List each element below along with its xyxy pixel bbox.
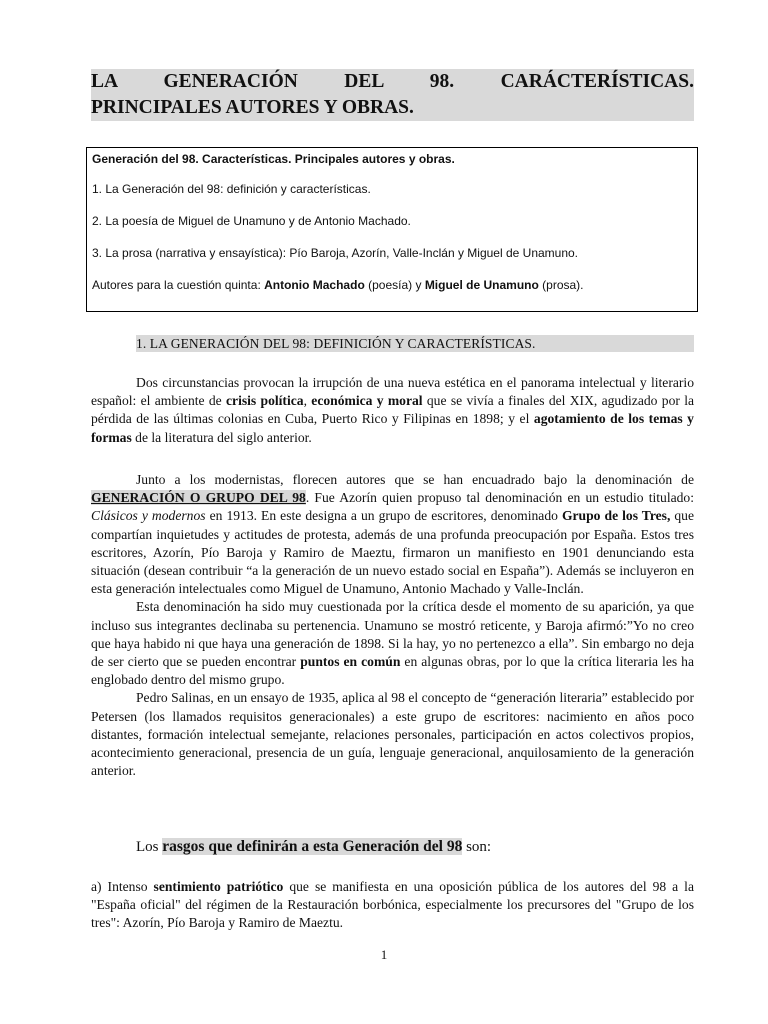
p1-text-e: de la literatura del siglo anterior. xyxy=(131,429,312,445)
title-line-2: PRINCIPALES AUTORES Y OBRAS. xyxy=(91,97,414,118)
item-a-bold: sentimiento patriótico xyxy=(153,879,284,894)
p2-text-e: que compartían inquietudes y actitudes de protesta, además de una profunda preocupación por España. Estos tres escritores, Azorín, Pío Baroja y Ramiro de Maeztu, firmaron un manifiesto en 1901 denunciando esta situación (desean contribuir “a la generación de un nuevo estado social en España”). Además se incluyeron en esta generación intelectuales como Miguel de Unamuno, Antonio Machado y Valle-Inclán. xyxy=(91,508,695,597)
p2-text-c: . Fue Azorín quien propuso tal denominación en un estudio titulado: xyxy=(305,490,694,506)
paragraphs-2-4 xyxy=(91,471,694,780)
rasgos-prefix: Los xyxy=(136,839,163,855)
p2-italic-clasicos: Clásicos y modernos xyxy=(91,508,206,524)
p1-text-c: , xyxy=(303,393,312,409)
p3-text-a: Esta denominación ha sido muy cuestionada por la crítica desde el momento de su aparición, ya que incluso sus integrantes declinaba su pertenencia. Unamuno se mostró reticente, y Baroja afirmó:”Yo no creo que haya habido ni que haya una generación de 1898. Si la hay, yo no pertenezco a ella”. Sin embargo no deja de ser cierto que se pueden encontrar xyxy=(91,599,694,670)
author-machado: Antonio Machado xyxy=(264,278,365,292)
p3-text-c: en algunas obras, por lo que la crítica literaria les ha englobado dentro del mismo grupo. xyxy=(91,654,694,688)
p1-text-a: Dos circunstancias provocan la irrupción de una nueva estética en el panorama intelectual y literario español: el ambiente de xyxy=(91,375,694,409)
p1-bold-crisis: crisis política xyxy=(226,393,304,409)
p1-bold-agotamiento: agotamiento de los temas y formas xyxy=(91,411,694,445)
rasgos-heading xyxy=(136,837,491,857)
item-a-text-a: a) Intenso xyxy=(91,879,154,894)
paragraph-3 xyxy=(91,598,694,689)
summary-box xyxy=(86,147,698,312)
p2-bold-generacion: GENERACIÓN O GRUPO DEL 98 xyxy=(91,490,306,506)
title-line-1: LA GENERACIÓN DEL 98. CARÁCTERÍSTICAS. xyxy=(91,71,694,92)
paragraph-1 xyxy=(91,374,694,447)
p1-bold-economica: económica y moral xyxy=(311,393,423,409)
authors-prefix: Autores para la cuestión quinta: xyxy=(92,278,265,292)
summary-item-3: 3. La prosa (narrativa y ensayística): Pío Baroja, Azorín, Valle-Inclán y Miguel de Unamuno. xyxy=(92,246,579,260)
author2-suffix: (prosa). xyxy=(538,278,584,292)
document-title xyxy=(91,69,694,121)
p3-bold-puntos: puntos en común xyxy=(300,654,401,670)
p2-text-a: Junto a los modernistas, florecen autores que se han encuadrado bajo la denominación de xyxy=(136,472,694,487)
list-item-a xyxy=(91,878,694,933)
author1-suffix: (poesía) y xyxy=(364,278,425,292)
summary-authors xyxy=(92,278,692,292)
paragraph-4: Pedro Salinas, en un ensayo de 1935, aplica al 98 el concepto de “generación literaria” establecido por Petersen (los llamados requisitos generacionales) a este grupo de escritores: nacimiento en años poco distantes, formación intelectual semejante, relaciones personales, participación en actos colectivos propios, acontecimiento generacional, presencia de un guía, lenguaje generacional, anquilosamiento de la generación anterior. xyxy=(91,690,694,779)
item-a-text-c: que se manifiesta en una oposición pública de los autores del 98 a la "España oficial" del régimen de la Restauración borbónica, especialmente los precursores del "Grupo de los tres": Azorín, Pío Baroja y Ramiro de Maeztu. xyxy=(91,879,694,931)
page-number: 1 xyxy=(380,947,388,962)
p2-bold-grupo: Grupo de los Tres, xyxy=(561,508,671,524)
summary-heading: Generación del 98. Características. Principales autores y obras. xyxy=(92,152,455,166)
author-unamuno: Miguel de Unamuno xyxy=(424,278,539,292)
paragraph-2 xyxy=(91,471,694,598)
summary-item-2: 2. La poesía de Miguel de Unamuno y de Antonio Machado. xyxy=(92,214,411,228)
rasgos-bold: rasgos que definirán a esta Generación del 98 xyxy=(162,838,463,855)
rasgos-suffix: son: xyxy=(462,839,492,855)
p1-text-d: que se vivía a finales del XIX, agudizado por la pérdida de las últimas colonias en Cuba, Puerto Rico y Filipinas en 1898; y el xyxy=(91,393,695,427)
section-heading-1: 1. LA GENERACIÓN DEL 98: DEFINICIÓN Y CARACTERÍSTICAS. xyxy=(136,335,694,352)
summary-item-1: 1. La Generación del 98: definición y características. xyxy=(92,182,371,196)
p2-text-d: en 1913. En este designa a un grupo de escritores, denominado xyxy=(205,508,562,524)
